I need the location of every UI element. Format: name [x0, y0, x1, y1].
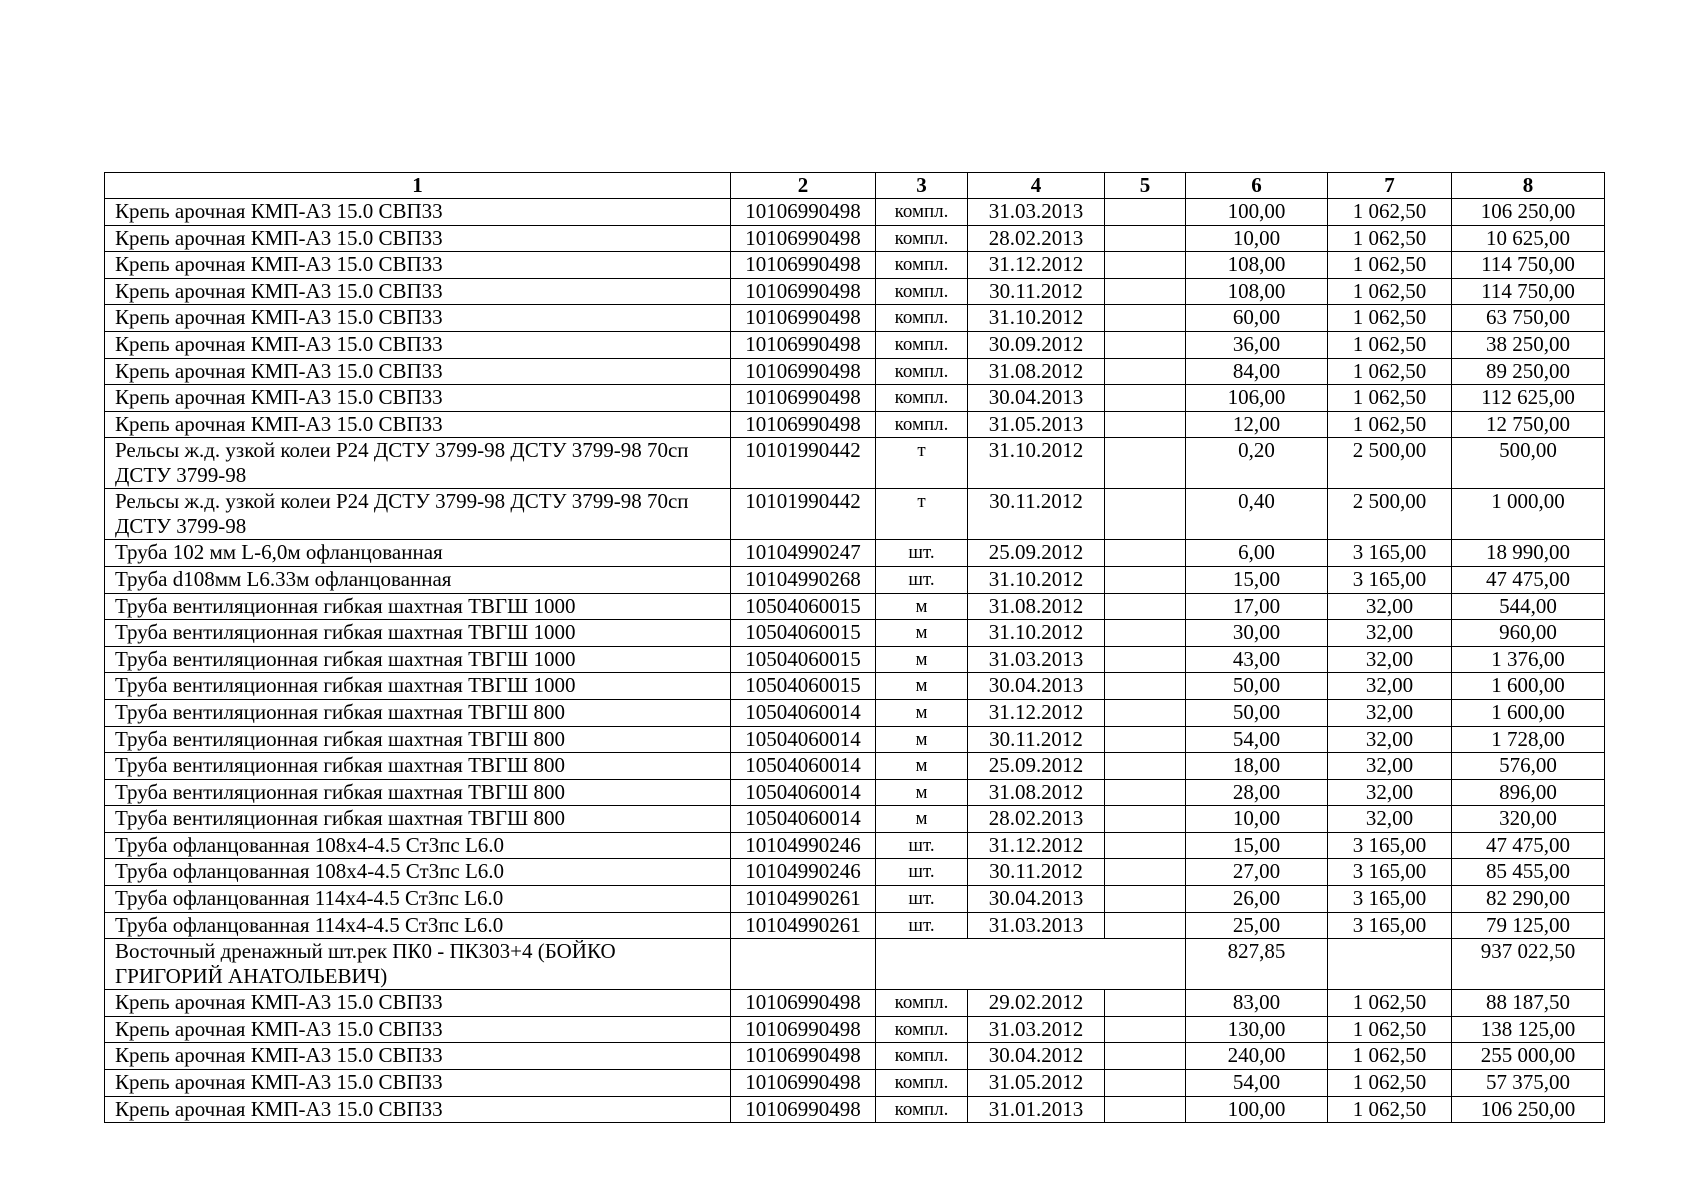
quantity-cell: 240,00 [1186, 1043, 1328, 1070]
price-cell: 1 062,50 [1328, 199, 1452, 226]
item-name-cell: Труба d108мм L6.33м офланцованная [105, 566, 731, 593]
unit-cell: компл. [876, 990, 968, 1017]
price-cell: 1 062,50 [1328, 1096, 1452, 1123]
price-cell: 1 062,50 [1328, 331, 1452, 358]
item-code-cell: 10106990498 [731, 1043, 876, 1070]
unit-cell: м [876, 806, 968, 833]
table-row [105, 1043, 1605, 1070]
date-cell: 31.03.2013 [968, 199, 1105, 226]
date-cell: 31.08.2012 [968, 593, 1105, 620]
header-row [105, 173, 1605, 199]
date-cell: 31.10.2012 [968, 620, 1105, 647]
unit-cell: компл. [876, 385, 968, 412]
quantity-cell: 27,00 [1186, 859, 1328, 886]
header-cell-1: 1 [105, 173, 731, 199]
quantity-cell: 83,00 [1186, 990, 1328, 1017]
item-code-cell: 10106990498 [731, 385, 876, 412]
price-cell: 3 165,00 [1328, 886, 1452, 913]
price-cell: 32,00 [1328, 726, 1452, 753]
item-code-cell: 10504060015 [731, 593, 876, 620]
date-cell: 31.10.2012 [968, 438, 1105, 489]
header-cell-7: 7 [1328, 173, 1452, 199]
price-cell: 1 062,50 [1328, 411, 1452, 438]
item-name-cell: Рельсы ж.д. узкой колеи Р24 ДСТУ 3799-98 ДСТУ 3799-98 70сп ДСТУ 3799-98 [105, 438, 731, 489]
date-cell: 31.05.2013 [968, 411, 1105, 438]
item-code-cell: 10504060014 [731, 806, 876, 833]
column-5-cell [1105, 438, 1186, 489]
unit-cell: шт. [876, 566, 968, 593]
header-cell-8: 8 [1452, 173, 1605, 199]
price-cell: 1 062,50 [1328, 358, 1452, 385]
quantity-cell: 28,00 [1186, 779, 1328, 806]
column-5-cell [1105, 225, 1186, 252]
unit-cell: компл. [876, 305, 968, 332]
table-row [105, 673, 1605, 700]
item-code-cell: 10104990246 [731, 832, 876, 859]
table-row [105, 593, 1605, 620]
item-code-cell: 10106990498 [731, 199, 876, 226]
table-row [105, 278, 1605, 305]
header-cell-5: 5 [1105, 173, 1186, 199]
unit-cell: м [876, 726, 968, 753]
column-5-cell [1105, 331, 1186, 358]
unit-cell: шт. [876, 912, 968, 939]
quantity-cell: 50,00 [1186, 699, 1328, 726]
item-code-cell: 10104990268 [731, 566, 876, 593]
item-name-cell: Труба вентиляционная гибкая шахтная ТВГШ 1000 [105, 646, 731, 673]
date-cell: 31.08.2012 [968, 358, 1105, 385]
column-5-cell [1105, 990, 1186, 1017]
price-cell: 1 062,50 [1328, 252, 1452, 279]
item-name-cell: Крепь арочная КМП-А3 15.0 СВП33 [105, 1016, 731, 1043]
sum-cell: 89 250,00 [1452, 358, 1605, 385]
item-code-cell: 10101990442 [731, 438, 876, 489]
sum-cell: 18 990,00 [1452, 540, 1605, 567]
table-row [105, 726, 1605, 753]
table-row [105, 753, 1605, 780]
date-cell: 31.05.2012 [968, 1070, 1105, 1097]
price-cell: 32,00 [1328, 699, 1452, 726]
group-blank-cell [1328, 939, 1452, 990]
item-name-cell: Труба вентиляционная гибкая шахтная ТВГШ 1000 [105, 673, 731, 700]
quantity-cell: 36,00 [1186, 331, 1328, 358]
quantity-cell: 0,20 [1186, 438, 1328, 489]
item-name-cell: Труба вентиляционная гибкая шахтная ТВГШ 800 [105, 726, 731, 753]
table-row [105, 252, 1605, 279]
group-name-cell: Восточный дренажный шт.рек ПК0 - ПК303+4 (БОЙКО ГРИГОРИЙ АНАТОЛЬЕВИЧ) [105, 939, 731, 990]
column-5-cell [1105, 699, 1186, 726]
item-name-cell: Крепь арочная КМП-А3 15.0 СВП33 [105, 278, 731, 305]
sum-cell: 57 375,00 [1452, 1070, 1605, 1097]
quantity-cell: 106,00 [1186, 385, 1328, 412]
item-code-cell: 10504060014 [731, 779, 876, 806]
unit-cell: шт. [876, 540, 968, 567]
column-5-cell [1105, 1070, 1186, 1097]
sum-cell: 38 250,00 [1452, 331, 1605, 358]
item-name-cell: Труба вентиляционная гибкая шахтная ТВГШ 800 [105, 806, 731, 833]
item-code-cell: 10106990498 [731, 1016, 876, 1043]
item-name-cell: Крепь арочная КМП-А3 15.0 СВП33 [105, 385, 731, 412]
price-cell: 32,00 [1328, 620, 1452, 647]
table-row [105, 1016, 1605, 1043]
date-cell: 31.03.2013 [968, 646, 1105, 673]
column-5-cell [1105, 385, 1186, 412]
price-cell: 3 165,00 [1328, 540, 1452, 567]
sum-cell: 88 187,50 [1452, 990, 1605, 1017]
price-cell: 3 165,00 [1328, 912, 1452, 939]
date-cell: 30.04.2013 [968, 886, 1105, 913]
sum-cell: 47 475,00 [1452, 832, 1605, 859]
item-name-cell: Крепь арочная КМП-А3 15.0 СВП33 [105, 331, 731, 358]
date-cell: 31.12.2012 [968, 252, 1105, 279]
quantity-cell: 100,00 [1186, 1096, 1328, 1123]
quantity-cell: 0,40 [1186, 489, 1328, 540]
price-cell: 1 062,50 [1328, 385, 1452, 412]
sum-cell: 960,00 [1452, 620, 1605, 647]
price-cell: 2 500,00 [1328, 438, 1452, 489]
item-name-cell: Крепь арочная КМП-А3 15.0 СВП33 [105, 358, 731, 385]
group-quantity-cell: 827,85 [1186, 939, 1328, 990]
price-cell: 32,00 [1328, 593, 1452, 620]
item-code-cell: 10106990498 [731, 411, 876, 438]
sum-cell: 82 290,00 [1452, 886, 1605, 913]
price-cell: 1 062,50 [1328, 225, 1452, 252]
column-5-cell [1105, 358, 1186, 385]
item-name-cell: Труба офланцованная 114х4-4.5 Ст3пс L6.0 [105, 886, 731, 913]
sum-cell: 106 250,00 [1452, 1096, 1605, 1123]
table-row [105, 489, 1605, 540]
column-5-cell [1105, 620, 1186, 647]
quantity-cell: 10,00 [1186, 806, 1328, 833]
table-body [105, 199, 1605, 1123]
item-code-cell: 10106990498 [731, 1096, 876, 1123]
quantity-cell: 12,00 [1186, 411, 1328, 438]
sum-cell: 138 125,00 [1452, 1016, 1605, 1043]
date-cell: 28.02.2013 [968, 225, 1105, 252]
table-row [105, 912, 1605, 939]
item-name-cell: Труба вентиляционная гибкая шахтная ТВГШ 800 [105, 779, 731, 806]
column-5-cell [1105, 673, 1186, 700]
table-row [105, 1096, 1605, 1123]
unit-cell: компл. [876, 1016, 968, 1043]
date-cell: 30.11.2012 [968, 489, 1105, 540]
quantity-cell: 18,00 [1186, 753, 1328, 780]
price-cell: 3 165,00 [1328, 566, 1452, 593]
table-row [105, 806, 1605, 833]
unit-cell: компл. [876, 411, 968, 438]
quantity-cell: 100,00 [1186, 199, 1328, 226]
price-cell: 1 062,50 [1328, 305, 1452, 332]
item-name-cell: Труба офланцованная 108х4-4.5 Ст3пс L6.0 [105, 859, 731, 886]
sum-cell: 106 250,00 [1452, 199, 1605, 226]
table-row [105, 358, 1605, 385]
column-5-cell [1105, 779, 1186, 806]
date-cell: 31.03.2012 [968, 1016, 1105, 1043]
sum-cell: 576,00 [1452, 753, 1605, 780]
unit-cell: шт. [876, 832, 968, 859]
item-name-cell: Рельсы ж.д. узкой колеи Р24 ДСТУ 3799-98 ДСТУ 3799-98 70сп ДСТУ 3799-98 [105, 489, 731, 540]
item-name-cell: Труба вентиляционная гибкая шахтная ТВГШ 1000 [105, 620, 731, 647]
column-5-cell [1105, 1096, 1186, 1123]
sum-cell: 112 625,00 [1452, 385, 1605, 412]
item-name-cell: Труба офланцованная 114х4-4.5 Ст3пс L6.0 [105, 912, 731, 939]
unit-cell: м [876, 699, 968, 726]
table-row [105, 566, 1605, 593]
item-code-cell: 10504060015 [731, 673, 876, 700]
inventory-table [104, 172, 1605, 1123]
table-row [105, 779, 1605, 806]
item-name-cell: Крепь арочная КМП-А3 15.0 СВП33 [105, 199, 731, 226]
quantity-cell: 43,00 [1186, 646, 1328, 673]
item-name-cell: Труба вентиляционная гибкая шахтная ТВГШ 800 [105, 753, 731, 780]
item-code-cell: 10106990498 [731, 305, 876, 332]
price-cell: 1 062,50 [1328, 1070, 1452, 1097]
table-row [105, 540, 1605, 567]
unit-cell: м [876, 753, 968, 780]
quantity-cell: 26,00 [1186, 886, 1328, 913]
sum-cell: 1 376,00 [1452, 646, 1605, 673]
date-cell: 30.04.2013 [968, 385, 1105, 412]
header-cell-3: 3 [876, 173, 968, 199]
date-cell: 30.04.2012 [968, 1043, 1105, 1070]
price-cell: 32,00 [1328, 779, 1452, 806]
table-row [105, 699, 1605, 726]
sum-cell: 1 728,00 [1452, 726, 1605, 753]
sum-cell: 12 750,00 [1452, 411, 1605, 438]
item-code-cell: 10104990261 [731, 886, 876, 913]
column-5-cell [1105, 726, 1186, 753]
date-cell: 31.10.2012 [968, 305, 1105, 332]
sum-cell: 85 455,00 [1452, 859, 1605, 886]
sum-cell: 79 125,00 [1452, 912, 1605, 939]
quantity-cell: 84,00 [1186, 358, 1328, 385]
item-name-cell: Крепь арочная КМП-А3 15.0 СВП33 [105, 1043, 731, 1070]
item-code-cell: 10106990498 [731, 278, 876, 305]
date-cell: 30.04.2013 [968, 673, 1105, 700]
unit-cell: компл. [876, 199, 968, 226]
sum-cell: 47 475,00 [1452, 566, 1605, 593]
quantity-cell: 54,00 [1186, 1070, 1328, 1097]
sum-cell: 114 750,00 [1452, 278, 1605, 305]
table-row [105, 305, 1605, 332]
date-cell: 29.02.2012 [968, 990, 1105, 1017]
item-name-cell: Крепь арочная КМП-А3 15.0 СВП33 [105, 252, 731, 279]
table-row [105, 385, 1605, 412]
item-code-cell: 10104990261 [731, 912, 876, 939]
item-code-cell: 10504060014 [731, 699, 876, 726]
unit-cell: компл. [876, 1096, 968, 1123]
unit-cell: компл. [876, 1070, 968, 1097]
item-code-cell: 10106990498 [731, 252, 876, 279]
quantity-cell: 130,00 [1186, 1016, 1328, 1043]
quantity-cell: 60,00 [1186, 305, 1328, 332]
price-cell: 3 165,00 [1328, 859, 1452, 886]
item-code-cell: 10504060014 [731, 753, 876, 780]
quantity-cell: 54,00 [1186, 726, 1328, 753]
quantity-cell: 108,00 [1186, 252, 1328, 279]
price-cell: 2 500,00 [1328, 489, 1452, 540]
column-5-cell [1105, 305, 1186, 332]
quantity-cell: 25,00 [1186, 912, 1328, 939]
group-sum-cell: 937 022,50 [1452, 939, 1605, 990]
item-name-cell: Труба офланцованная 108х4-4.5 Ст3пс L6.0 [105, 832, 731, 859]
item-code-cell: 10104990247 [731, 540, 876, 567]
column-5-cell [1105, 912, 1186, 939]
price-cell: 1 062,50 [1328, 990, 1452, 1017]
header-cell-2: 2 [731, 173, 876, 199]
column-5-cell [1105, 1043, 1186, 1070]
price-cell: 32,00 [1328, 806, 1452, 833]
unit-cell: компл. [876, 278, 968, 305]
item-code-cell: 10106990498 [731, 990, 876, 1017]
table-row [105, 990, 1605, 1017]
quantity-cell: 15,00 [1186, 566, 1328, 593]
column-5-cell [1105, 859, 1186, 886]
date-cell: 31.12.2012 [968, 699, 1105, 726]
table-row [105, 832, 1605, 859]
item-code-cell: 10504060014 [731, 726, 876, 753]
column-5-cell [1105, 199, 1186, 226]
item-name-cell: Труба вентиляционная гибкая шахтная ТВГШ 1000 [105, 593, 731, 620]
price-cell: 32,00 [1328, 646, 1452, 673]
quantity-cell: 6,00 [1186, 540, 1328, 567]
column-5-cell [1105, 411, 1186, 438]
group-blank-cell [731, 939, 876, 990]
table-row [105, 411, 1605, 438]
column-5-cell [1105, 278, 1186, 305]
item-name-cell: Труба 102 мм L-6,0м офланцованная [105, 540, 731, 567]
date-cell: 25.09.2012 [968, 540, 1105, 567]
group-total-row [105, 939, 1605, 990]
column-5-cell [1105, 806, 1186, 833]
quantity-cell: 15,00 [1186, 832, 1328, 859]
item-name-cell: Крепь арочная КМП-А3 15.0 СВП33 [105, 990, 731, 1017]
sum-cell: 1 600,00 [1452, 699, 1605, 726]
unit-cell: м [876, 646, 968, 673]
date-cell: 30.09.2012 [968, 331, 1105, 358]
unit-cell: м [876, 779, 968, 806]
quantity-cell: 108,00 [1186, 278, 1328, 305]
column-5-cell [1105, 832, 1186, 859]
date-cell: 31.08.2012 [968, 779, 1105, 806]
header-cell-4: 4 [968, 173, 1105, 199]
date-cell: 30.11.2012 [968, 278, 1105, 305]
column-5-cell [1105, 886, 1186, 913]
header-cell-6: 6 [1186, 173, 1328, 199]
item-code-cell: 10504060015 [731, 646, 876, 673]
date-cell: 31.10.2012 [968, 566, 1105, 593]
sum-cell: 63 750,00 [1452, 305, 1605, 332]
unit-cell: шт. [876, 859, 968, 886]
price-cell: 32,00 [1328, 753, 1452, 780]
unit-cell: компл. [876, 331, 968, 358]
table-row [105, 1070, 1605, 1097]
column-5-cell [1105, 753, 1186, 780]
item-name-cell: Крепь арочная КМП-А3 15.0 СВП33 [105, 305, 731, 332]
item-name-cell: Крепь арочная КМП-А3 15.0 СВП33 [105, 411, 731, 438]
item-code-cell: 10504060015 [731, 620, 876, 647]
group-blank-cell [876, 939, 1186, 990]
quantity-cell: 50,00 [1186, 673, 1328, 700]
unit-cell: м [876, 620, 968, 647]
unit-cell: компл. [876, 1043, 968, 1070]
item-code-cell: 10106990498 [731, 1070, 876, 1097]
item-code-cell: 10104990246 [731, 859, 876, 886]
item-code-cell: 10106990498 [731, 225, 876, 252]
table-row [105, 199, 1605, 226]
date-cell: 30.11.2012 [968, 859, 1105, 886]
price-cell: 1 062,50 [1328, 1043, 1452, 1070]
column-5-cell [1105, 1016, 1186, 1043]
price-cell: 1 062,50 [1328, 1016, 1452, 1043]
unit-cell: м [876, 593, 968, 620]
column-5-cell [1105, 489, 1186, 540]
item-code-cell: 10106990498 [731, 358, 876, 385]
unit-cell: компл. [876, 252, 968, 279]
sum-cell: 544,00 [1452, 593, 1605, 620]
column-5-cell [1105, 540, 1186, 567]
date-cell: 31.03.2013 [968, 912, 1105, 939]
date-cell: 31.12.2012 [968, 832, 1105, 859]
item-name-cell: Крепь арочная КМП-А3 15.0 СВП33 [105, 225, 731, 252]
sum-cell: 114 750,00 [1452, 252, 1605, 279]
quantity-cell: 17,00 [1186, 593, 1328, 620]
table-row [105, 859, 1605, 886]
sum-cell: 320,00 [1452, 806, 1605, 833]
column-5-cell [1105, 252, 1186, 279]
item-code-cell: 10106990498 [731, 331, 876, 358]
quantity-cell: 10,00 [1186, 225, 1328, 252]
date-cell: 28.02.2013 [968, 806, 1105, 833]
column-5-cell [1105, 646, 1186, 673]
date-cell: 31.01.2013 [968, 1096, 1105, 1123]
unit-cell: м [876, 673, 968, 700]
price-cell: 32,00 [1328, 673, 1452, 700]
unit-cell: шт. [876, 886, 968, 913]
column-5-cell [1105, 566, 1186, 593]
column-5-cell [1105, 593, 1186, 620]
date-cell: 30.11.2012 [968, 726, 1105, 753]
item-code-cell: 10101990442 [731, 489, 876, 540]
table-row [105, 225, 1605, 252]
unit-cell: компл. [876, 225, 968, 252]
item-name-cell: Крепь арочная КМП-А3 15.0 СВП33 [105, 1070, 731, 1097]
item-name-cell: Крепь арочная КМП-А3 15.0 СВП33 [105, 1096, 731, 1123]
price-cell: 1 062,50 [1328, 278, 1452, 305]
quantity-cell: 30,00 [1186, 620, 1328, 647]
sum-cell: 1 000,00 [1452, 489, 1605, 540]
table-row [105, 646, 1605, 673]
table-row [105, 438, 1605, 489]
unit-cell: т [876, 489, 968, 540]
sum-cell: 500,00 [1452, 438, 1605, 489]
sum-cell: 896,00 [1452, 779, 1605, 806]
table-row [105, 620, 1605, 647]
sum-cell: 255 000,00 [1452, 1043, 1605, 1070]
unit-cell: т [876, 438, 968, 489]
date-cell: 25.09.2012 [968, 753, 1105, 780]
table-row [105, 331, 1605, 358]
unit-cell: компл. [876, 358, 968, 385]
sum-cell: 1 600,00 [1452, 673, 1605, 700]
price-cell: 3 165,00 [1328, 832, 1452, 859]
item-name-cell: Труба вентиляционная гибкая шахтная ТВГШ 800 [105, 699, 731, 726]
table-row [105, 886, 1605, 913]
sum-cell: 10 625,00 [1452, 225, 1605, 252]
